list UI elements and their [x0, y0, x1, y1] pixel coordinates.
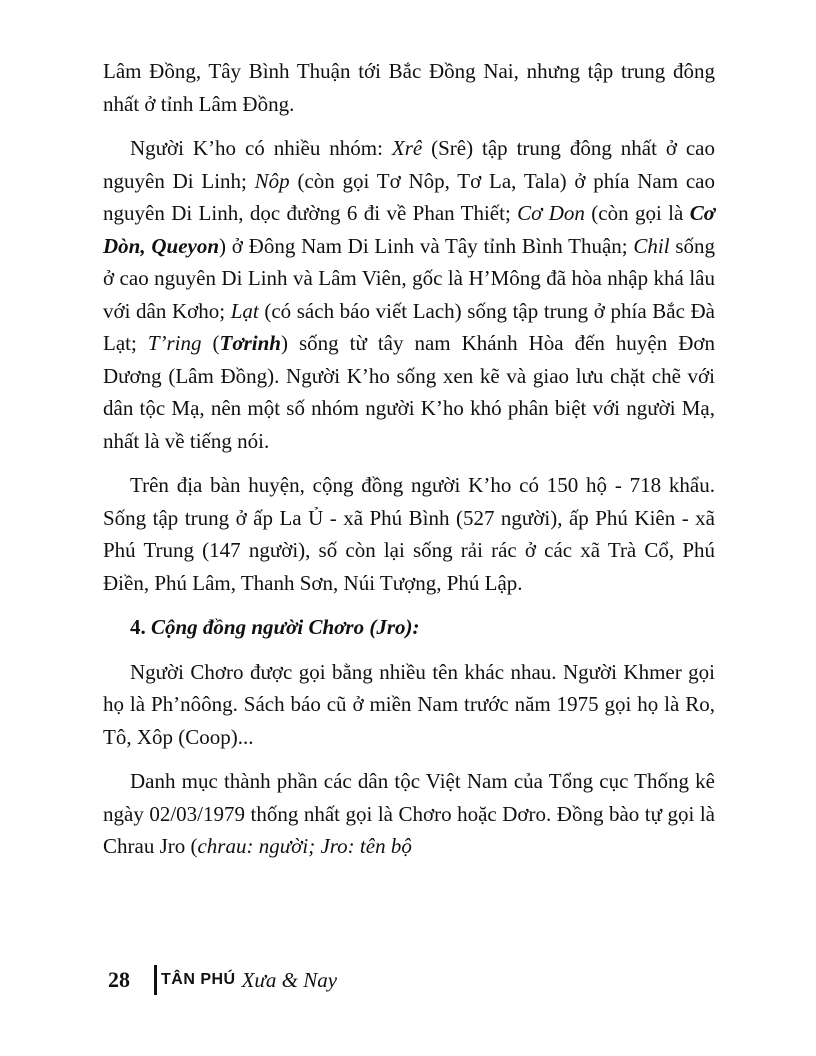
text-segment: ) ở Đông Nam Di Linh và Tây tỉnh Bình Thuận;	[219, 233, 634, 258]
text-segment: (Srê) tập trung đông nhất ở cao nguyên Di Linh;	[103, 136, 715, 193]
text-segment: (còn gọi Tơ Nôp, Tơ La, Tala) ở phía Nam cao nguyên Di Linh, dọc đường 6 đi về Phan Thiết;	[103, 168, 715, 225]
page-body	[103, 55, 715, 875]
paragraph-choro-names: Người Chơro được gọi bằng nhiều tên khác nhau. Người Khmer gọi họ là Ph’nôông. Sách báo cũ ở miền Nam trước năm 1975 gọi họ là Ro, Tô, Xôp (Coop)...	[103, 659, 715, 749]
book-title: TÂN PHÚ	[161, 971, 236, 988]
group-alias-co-don: Cơ Dòn, Queyon	[103, 201, 715, 258]
group-alias-torinh: Tơrinh	[219, 331, 281, 355]
page-number: 28	[108, 967, 130, 992]
text-segment: (	[201, 331, 220, 355]
text-segment: Người K’ho có nhiều nhóm:	[130, 136, 392, 160]
text-segment: ) sống từ tây nam Khánh Hòa đến huyện Đơn Dương (Lâm Đồng). Người K’ho sống xen kẽ và giao lưu chặt chẽ với dân tộc Mạ, nên một số nhóm người K’ho khó phân biệt với người Mạ, nhất là về tiếng nói.	[103, 331, 715, 453]
paragraph-choro-catalog	[103, 765, 715, 863]
text-segment: (có sách báo viết Lach) sống tập trung ở phía Bắc Đà Lạt;	[103, 298, 715, 355]
footer-divider	[154, 965, 157, 995]
text-segment: sống ở cao nguyên Di Linh và Lâm Viên, gốc là H’Mông đã hòa nhập khá lâu với dân Kơho;	[103, 233, 715, 323]
text-segment: (còn gọi là	[584, 201, 690, 225]
section-title: Cộng đồng người Chơro (Jro):	[151, 615, 420, 639]
section-number: 4.	[130, 615, 146, 639]
group-name-nop: Nôp	[254, 168, 290, 193]
section-heading	[103, 611, 715, 644]
group-name-tring: T’ring	[147, 331, 202, 355]
group-name-lat: Lạt	[230, 298, 259, 323]
italic-gloss: chrau: người; Jro: tên bộ	[197, 834, 412, 858]
paragraph-1: Lâm Đồng, Tây Bình Thuận tới Bắc Đồng Nai, nhưng tập trung đông nhất ở tỉnh Lâm Đồng.	[103, 59, 715, 116]
book-subtitle: Xưa & Nay	[241, 967, 338, 992]
page-footer	[108, 962, 337, 998]
group-name-chil: Chil	[633, 233, 670, 258]
text-segment: Danh mục thành phần các dân tộc Việt Nam của Tổng cục Thống kê ngày 02/03/1979 thống nhất gọi là Chơro hoặc Dơro. Đồng bào tự gọi là Chrau Jro (	[103, 769, 715, 858]
group-name-xre: Xrê	[391, 136, 423, 160]
paragraph-population: Trên địa bàn huyện, cộng đồng người K’ho có 150 hộ - 718 khẩu. Sống tập trung ở ấp La Ủ - xã Phú Bình (527 người), ấp Phú Kiên - xã Phú Trung (147 người), số còn lại sống rải rác ở các xã Trà Cổ, Phú Điền, Phú Lâm, Thanh Sơn, Núi Tượng, Phú Lập.	[103, 473, 715, 595]
group-name-co-don: Cơ Don	[517, 201, 585, 225]
paragraph-kho-groups	[103, 132, 715, 457]
